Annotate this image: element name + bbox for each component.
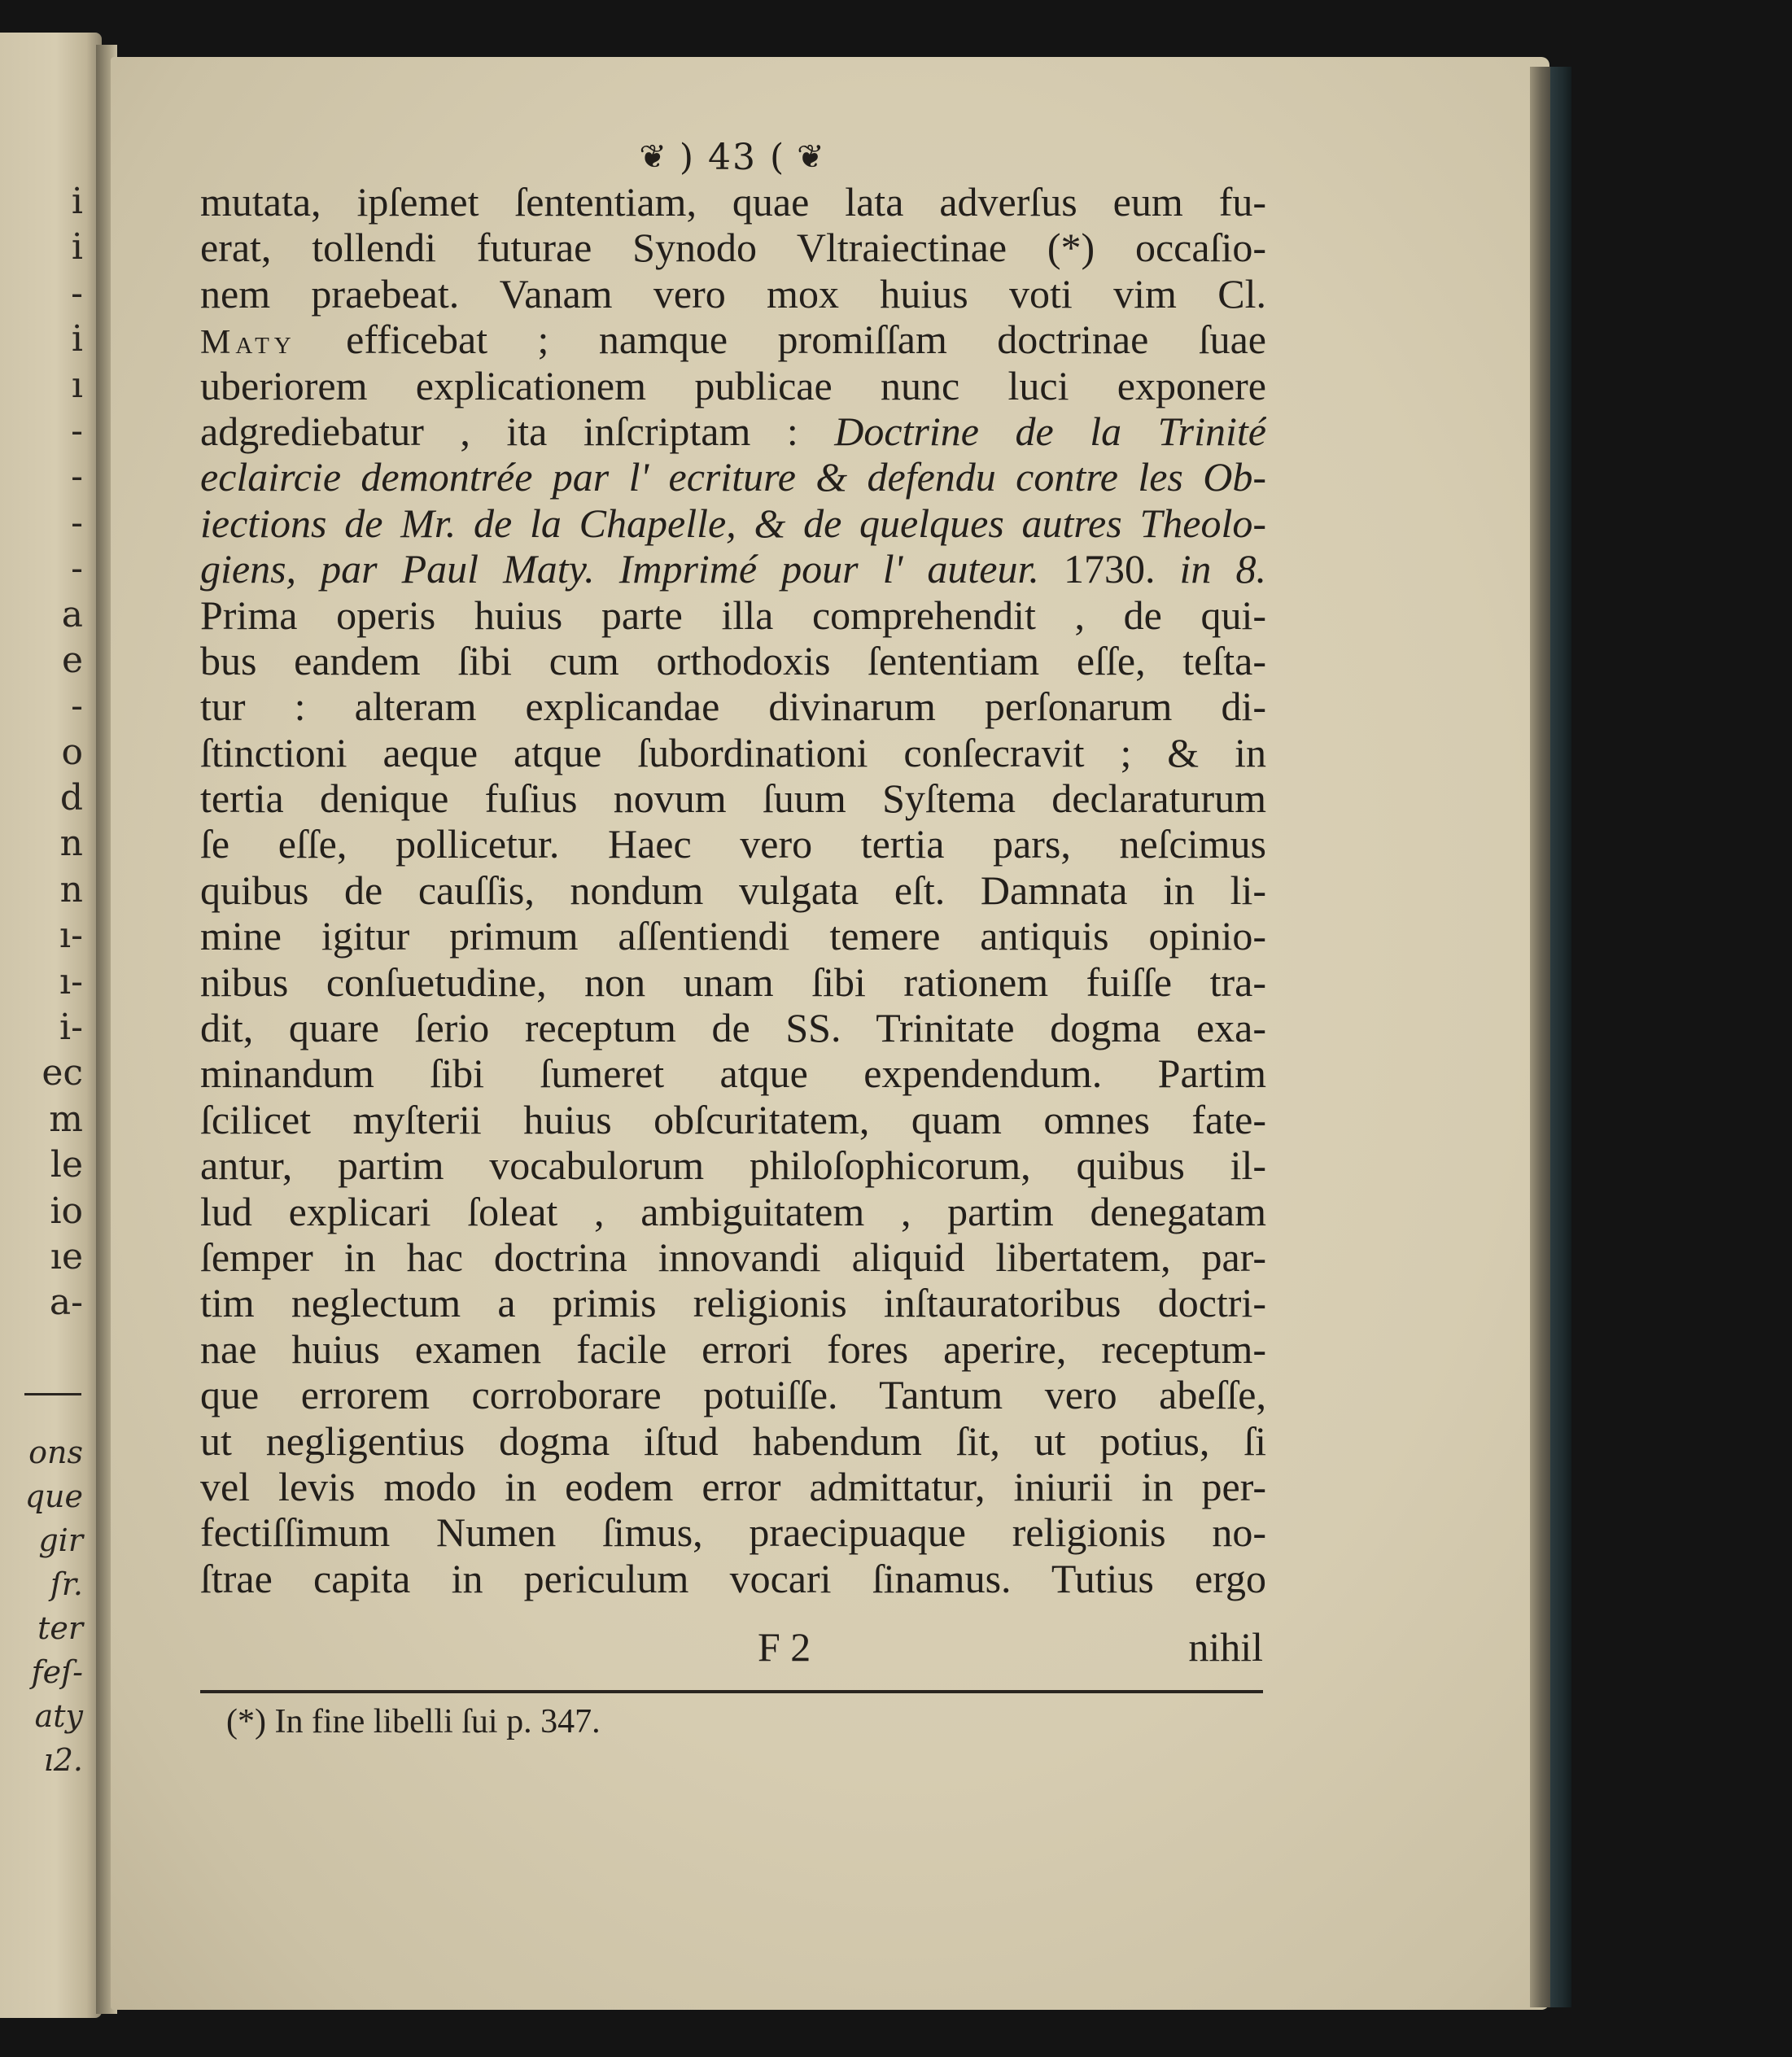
text-line: [200, 1142, 1266, 1188]
text: tur : alteram explicandae divinarum perſonarum di-: [200, 683, 1266, 730]
italic-end: in 8.: [1179, 546, 1266, 592]
left-margin-fragment: i: [71, 181, 83, 222]
text: fectiſſimum Numen ſimus, praecipuaque religionis no-: [200, 1509, 1266, 1556]
left-margin-fragment: i: [71, 318, 83, 360]
text: mine igitur primum aſſentiendi temere antiquis opinio-: [200, 913, 1266, 959]
left-margin-note: ı2.: [43, 1742, 83, 1778]
italic: eclaircie demontrée par l' ecriture & defendu contre les Ob-: [200, 454, 1266, 500]
left-margin-fragment: -: [71, 456, 83, 498]
left-facing-page: [0, 33, 102, 2018]
left-margin-note: aty: [34, 1698, 83, 1734]
left-margin-fragment: d: [59, 777, 83, 819]
text-line: [200, 454, 1266, 500]
catchword: nihil: [1188, 1624, 1263, 1670]
text-line: [200, 363, 1266, 408]
text-line: [200, 592, 1266, 638]
text: tim neglectum a primis religionis inſtauratoribus doctri-: [200, 1280, 1266, 1326]
body-text: [200, 179, 1266, 1601]
italic: iections de Mr. de la Chapelle, & de quelques autres Theolo-: [200, 500, 1266, 546]
text: nae huius examen facile errori fores aperire, receptum-: [200, 1325, 1266, 1372]
left-margin-fragment: -: [71, 272, 83, 314]
text-line: [200, 638, 1266, 683]
text-line: [200, 1418, 1266, 1464]
text-suffix: 1730.: [1038, 546, 1180, 592]
ornament-left-icon: ❦: [639, 138, 668, 176]
text: que errorem corroborare potuiſſe. Tantum vero abeſſe,: [200, 1372, 1266, 1418]
text: ſtrae capita in periculum vocari ſinamus. Tutius ergo: [200, 1555, 1266, 1601]
left-margin-note: que: [24, 1478, 83, 1514]
left-margin-fragment: ı: [71, 364, 83, 406]
left-page-margin-text: [0, 179, 90, 1326]
text-line: [200, 1556, 1266, 1601]
text: mutata, ipſemet ſententiam, quae lata adverſus eum fu-: [200, 179, 1266, 225]
text-line: [200, 179, 1266, 225]
left-margin-fragment: ı-: [59, 915, 83, 957]
text-line: [200, 775, 1266, 821]
text-line: [200, 867, 1266, 913]
left-margin-note: gir: [38, 1522, 83, 1558]
text-line: [200, 1326, 1266, 1372]
left-margin-fragment: le: [50, 1144, 83, 1186]
text-line: [200, 271, 1266, 317]
left-margin-fragment: e: [61, 639, 83, 681]
signature-row: [200, 1623, 1266, 1669]
text-line: [200, 1189, 1266, 1234]
left-margin-fragment: m: [49, 1098, 83, 1140]
text-line: [200, 225, 1266, 270]
text: uberiorem explicationem publicae nunc luci exponere: [200, 362, 1266, 408]
italic-suffix: Doctrine de la Trinité: [834, 408, 1266, 454]
text-line: [200, 317, 1266, 362]
left-margin-note: feſ-: [31, 1654, 83, 1690]
text-line: [200, 408, 1266, 454]
text: dit, quare ſerio receptum de SS. Trinitate dogma exa-: [200, 1005, 1266, 1051]
left-margin-fragment: io: [50, 1190, 83, 1232]
text-line: [200, 1050, 1266, 1096]
text-line: [200, 1464, 1266, 1509]
text: nibus conſuetudine, non unam ſibi rationem fuiſſe tra-: [200, 959, 1266, 1005]
left-margin-note: ter: [37, 1610, 83, 1646]
left-margin-fragment: n: [59, 823, 83, 865]
text: antur, partim vocabulorum philoſophicorum, quibus il-: [200, 1142, 1266, 1189]
left-margin-note: ſr.: [50, 1566, 83, 1602]
text-line: [200, 1005, 1266, 1050]
italic: giens, par Paul Maty. Imprimé pour l' auteur.: [200, 546, 1039, 592]
text: ſemper in hac doctrina innovandi aliquid libertatem, par-: [200, 1234, 1266, 1280]
left-margin-fragment: -: [71, 548, 83, 590]
left-margin-fragment: -: [71, 501, 83, 544]
signature-mark: F 2: [758, 1624, 811, 1670]
text-line: [200, 1372, 1266, 1417]
prefix-smallcaps: Maty: [200, 324, 296, 362]
text: tertia denique fuſius novum ſuum Syſtema declaraturum: [200, 775, 1266, 822]
left-page-margin-notes: [0, 1430, 90, 1782]
text-line: [200, 730, 1266, 775]
text: Prima operis huius parte illa comprehendit , de qui-: [200, 592, 1266, 638]
text-line: [200, 546, 1266, 592]
text: ſe eſſe, pollicetur. Haec vero tertia pars, neſcimus: [200, 821, 1266, 867]
text-line: [200, 913, 1266, 959]
text-line: [200, 683, 1266, 729]
text-line: [200, 1280, 1266, 1325]
text: adgrediebatur , ita inſcriptam :: [200, 408, 835, 454]
page-header: [602, 130, 863, 184]
text-line: [200, 500, 1266, 546]
text: vel levis modo in eodem error admittatur, iniurii in per-: [200, 1463, 1266, 1509]
text: ſtinctioni aeque atque ſubordinationi conſecravit ; & in: [200, 729, 1266, 775]
text: bus eandem ſibi cum orthodoxis ſententiam eſſe, teſta-: [200, 637, 1266, 683]
left-margin-fragment: -: [71, 409, 83, 452]
text: lud explicari ſoleat , ambiguitatem , partim denegatam: [200, 1188, 1266, 1234]
text: quibus de cauſſis, nondum vulgata eſt. Damnata in li-: [200, 867, 1266, 913]
left-margin-fragment: ı-: [59, 960, 83, 1002]
footnote: (*) In fine libelli ſui p. 347.: [226, 1703, 601, 1740]
text: ut negligentius dogma iſtud habendum ſit, ut potius, ſi: [200, 1417, 1266, 1464]
left-page-footnote-rule: [24, 1393, 81, 1395]
text: efficebat ; namque promiſſam doctrinae ſuae: [295, 317, 1266, 363]
left-margin-fragment: a: [61, 593, 83, 635]
left-margin-fragment: n: [59, 868, 83, 911]
text-line: [200, 1097, 1266, 1142]
text-line: [200, 959, 1266, 1005]
left-margin-fragment: o: [61, 731, 83, 773]
left-margin-fragment: a-: [49, 1282, 83, 1324]
page-number: ) 43 (: [679, 136, 786, 178]
left-margin-fragment: ec: [42, 1052, 83, 1094]
ornament-right-icon: ❦: [797, 138, 826, 176]
text: nem praebeat. Vanam vero mox huius voti vim Cl.: [200, 270, 1266, 317]
text-line: [200, 821, 1266, 867]
left-margin-fragment: i-: [59, 1007, 83, 1049]
left-margin-note: ons: [28, 1435, 83, 1470]
left-margin-fragment: ıe: [50, 1235, 83, 1277]
left-margin-fragment: -: [71, 685, 83, 727]
text: erat, tollendi futurae Synodo Vltraiectinae (*) occaſio-: [200, 225, 1266, 271]
text: ſcilicet myſterii huius obſcuritatem, quam omnes fate-: [200, 1096, 1266, 1142]
text-line: [200, 1234, 1266, 1280]
book-cover-edge: [1550, 67, 1571, 2007]
left-margin-fragment: i: [71, 226, 83, 269]
footnote-rule: [200, 1690, 1263, 1693]
text: minandum ſibi ſumeret atque expendendum. Partim: [200, 1050, 1266, 1097]
text-line: [200, 1509, 1266, 1555]
